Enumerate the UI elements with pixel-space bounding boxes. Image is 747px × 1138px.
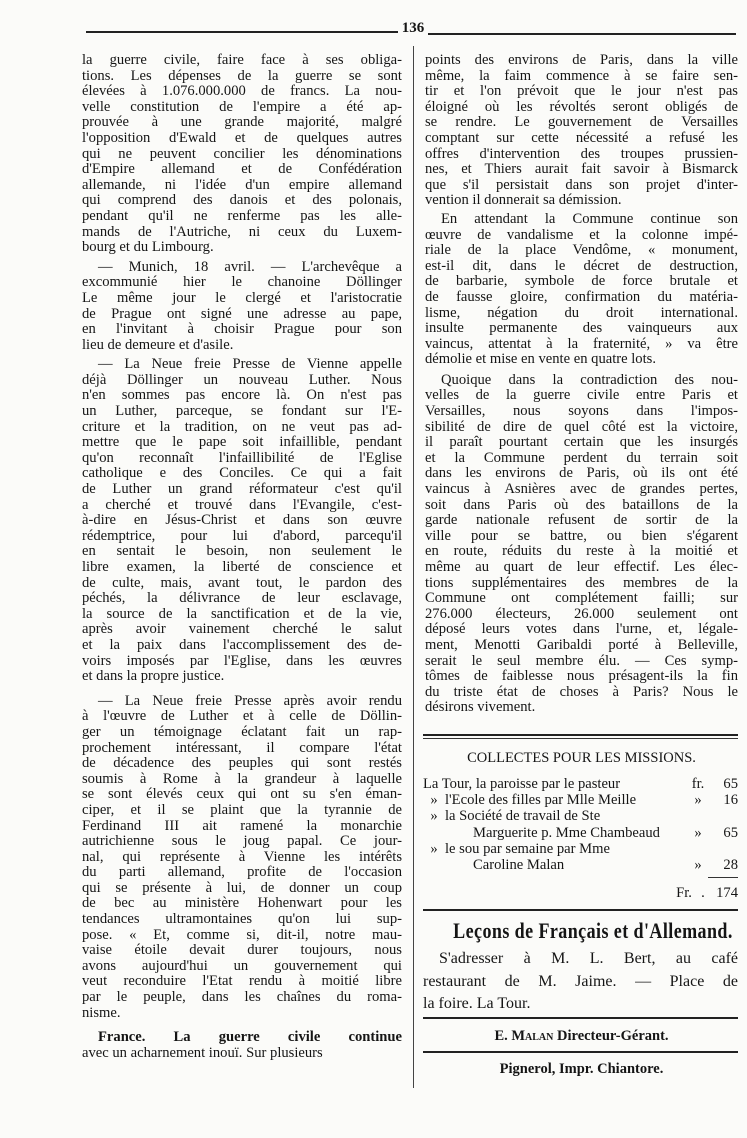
text-line: même au quart de leur effectif. Les élec- <box>425 560 738 575</box>
text-line: avec un acharnement inouï. Sur plusieurs <box>82 1045 323 1061</box>
paragraph <box>82 53 402 256</box>
text-line: riale de la place Vendôme, « monument, <box>425 243 738 259</box>
total-sep: . <box>701 885 705 901</box>
right-column <box>425 53 738 716</box>
paragraph <box>82 1030 402 1061</box>
collecte-unit <box>686 841 710 857</box>
left-column <box>82 53 402 1061</box>
text-line: œuvre de vandalisme et la colonne impé- <box>425 227 738 243</box>
paragraph <box>425 212 738 368</box>
text-line: velles de la guerre civile entre Paris et <box>425 388 738 404</box>
total-amount: 174 <box>716 885 738 901</box>
collecte-label: Marguerite p. Mme Chambeaud <box>473 824 660 841</box>
text-line: du triste état de choses à Paris? Nous le <box>425 684 738 700</box>
text-line: offres d'intervention des troupes prussien- <box>425 146 738 162</box>
text-line: après avoir vainement cherché le salut <box>82 622 402 638</box>
page-number: 136 <box>401 20 425 36</box>
collecte-label: l'Ecole des filles par Mlle Meille <box>445 792 637 809</box>
text-line: ville pour se battre, ou bien s'égarent <box>425 528 738 544</box>
text-line: 276.000 électeurs, 26.000 seulement ont <box>425 606 738 622</box>
text-line: désirons vivement. <box>425 700 536 716</box>
text-line: se sont élevés ceux qui ont su s'en éman- <box>82 787 402 803</box>
text-line: même, la faim commence à se faire sen- <box>425 68 738 84</box>
text-line: avons aujourd'hui un gouvernement qui <box>82 958 402 974</box>
text-line: prouvée à une grande majorité, malgré <box>82 115 402 131</box>
advert-line: S'adresser à M. L. Bert, au café <box>439 950 738 967</box>
collecte-row <box>423 776 738 792</box>
text-line: de décadence des peuples qui sont restés <box>82 756 402 772</box>
text-line: vention il donnerait sa démission. <box>425 193 622 209</box>
paragraph <box>425 53 738 209</box>
text-line: tir et l'on prévoit que le jour n'est pas <box>425 84 738 100</box>
text-line: nisme. <box>82 1005 121 1021</box>
text-line: France. La guerre civile continue <box>98 1030 402 1046</box>
text-line: nal, qui représente à Vienne les intérêts <box>82 849 402 865</box>
collecte-unit: » <box>694 857 702 874</box>
text-line: En attendant la Commune continue son <box>441 211 738 227</box>
editor-name: E. Malan <box>494 1028 554 1044</box>
text-line: la guerre civile, faire face à ses obliga- <box>82 53 402 68</box>
collectes-list <box>423 776 738 873</box>
collecte-amount: 16 <box>723 792 738 809</box>
collecte-amount: 28 <box>723 857 738 874</box>
printer-line: Pignerol, Impr. Chiantore. <box>499 1061 664 1077</box>
collecte-label: le sou par semaine par Mme <box>445 840 610 857</box>
text-line: ment, Menotti Garibaldi porté à Belleville, <box>425 637 738 653</box>
text-line: — La Neue freie Presse de Vienne appelle <box>98 357 402 373</box>
text-line: pose. « Et, comme si, dit-il, notre mau- <box>82 927 402 943</box>
advert-body <box>423 948 738 1016</box>
text-line: péchés, la délivrance de leur esclavage, <box>82 591 402 607</box>
text-line: dans les environs de Paris, où ils ont été <box>425 466 738 482</box>
paragraph <box>82 357 402 684</box>
text-line: qui se présente à lui, de donner un coup <box>82 880 402 896</box>
text-line: l'opposition d'Ewald et de quelques autres <box>82 130 402 146</box>
text-line: Commune ont complétement failli; sur <box>425 591 738 607</box>
text-line: ger un témoignage éclatant fait un rap- <box>82 724 402 740</box>
text-line: insulte permanente des vainqueurs aux <box>425 321 738 337</box>
header-rule-left <box>86 31 398 33</box>
text-line: vaincus à Asnières avec de grandes pertes, <box>425 482 738 498</box>
text-line: garde nationale refusent de sortir de la <box>425 513 738 529</box>
text-line: Versailles, nous soyons dans l'impos- <box>425 404 738 420</box>
section-rule <box>423 734 738 736</box>
collectes-total <box>423 885 738 901</box>
text-line: qu'on reconnaît l'infaillibilité de l'Eglise <box>82 450 402 466</box>
text-line: la source de la sanctification et de la vie, <box>82 606 402 622</box>
paragraph <box>82 694 402 1021</box>
collecte-label: La Tour, la paroisse par le pasteur <box>423 776 621 792</box>
collecte-amount <box>710 808 738 824</box>
text-line: — Munich, 18 avril. — L'archevêque a <box>98 259 402 275</box>
text-line: de bec au ministère Hohenwart pour les <box>82 896 402 912</box>
text-line: vaincus, attentat à la fraternité, » va être <box>425 336 738 352</box>
collecte-quote <box>423 857 445 873</box>
editor-role: Directeur-Gérant. <box>557 1028 669 1044</box>
text-line: Le même jour le clergé et l'aristocratie <box>82 290 402 306</box>
collecte-row <box>423 825 738 841</box>
section-rule <box>423 909 738 911</box>
text-line: bourg et du Limbourg. <box>82 240 214 256</box>
section-rule <box>423 1051 738 1053</box>
text-line: soit dans Paris où des bataillons de la <box>425 497 738 513</box>
text-line: un Luther, parceque, se fondant sur l'E- <box>82 404 402 420</box>
paragraph <box>425 373 738 716</box>
text-line: de fausse gloire, confirmation du matéria- <box>425 289 738 305</box>
text-line: tômes de faiblesse nous présagent-ils la fin <box>425 669 738 685</box>
collecte-quote: » <box>430 792 438 809</box>
text-line: qui comprend des danois et des polonais, <box>82 193 402 209</box>
text-line: soumis à Rome à la grandeur à laquelle <box>82 771 402 787</box>
text-line: en sentait le besoin, non seulement le <box>82 544 402 560</box>
advert-line: restaurant de M. Jaime. — Place de <box>423 972 738 990</box>
text-line: prochement intéressant, il compare l'état <box>82 740 402 756</box>
text-line: à l'œuvre de Luther et à celle de Döllin- <box>82 709 402 725</box>
text-line: déposé leurs votes dans l'urne, et, légale- <box>425 622 738 638</box>
text-line: rédemptrice, pour lui d'abord, parcequ'il <box>82 528 402 544</box>
section-rule-thin <box>423 738 738 739</box>
advert-line: la foire. La Tour. <box>423 995 531 1012</box>
text-line: mettre que le pape soit infaillible, pendant <box>82 435 402 451</box>
collecte-amount: 65 <box>723 776 738 792</box>
text-line: que s'il persistait dans son projet d'inter- <box>425 177 738 193</box>
collecte-amount: 65 <box>723 824 738 841</box>
text-line: serait le seul membre élu. — Ces symp- <box>425 653 738 669</box>
text-line: tions supplémentaires des membres de la <box>425 575 738 591</box>
text-line: catholique e des Conciles. Ce qui a fait <box>82 466 402 482</box>
collecte-unit <box>686 808 710 824</box>
text-line: de Prague ont signé une adresse au pape, <box>82 306 402 322</box>
text-line: en route, réduits du reste à la moitié et <box>425 544 738 560</box>
collecte-label: la Société de travail de Ste <box>445 808 601 825</box>
text-line: sibilité de dire de quel côté est la victoire, <box>425 419 738 435</box>
text-line: libre examen, la liberté de conscience et <box>82 560 402 575</box>
collectes-title: COLLECTES POUR LES MISSIONS. <box>467 750 696 766</box>
text-line: tions. Les dépenses de la guerre se sont <box>82 68 402 84</box>
text-line: démolie et mise en vente en quatre lots. <box>425 352 656 368</box>
collecte-amount <box>710 841 738 857</box>
text-line: criture et la tradition, on ne veut pas ad- <box>82 419 402 435</box>
collecte-row <box>423 808 738 824</box>
text-line: comptant sur cette nécessité a refusé les <box>425 130 738 146</box>
advert-title: Leçons de Français et d'Allemand. <box>453 918 733 943</box>
text-line: ciper, et il se plaint que la tyrannie de <box>82 802 402 818</box>
text-line: pendant qu'il ne renferme pas les alle- <box>82 208 402 224</box>
text-line: se rendre. Le gouvernement de Versailles <box>425 115 738 131</box>
text-line: points des environs de Paris, dans la ville <box>425 53 738 68</box>
collecte-row <box>423 792 738 808</box>
text-line: par le peuple, dans les chaînes du roma- <box>82 990 402 1006</box>
text-line: à-dire en Jésus-Christ et dans son œuvre <box>82 513 402 529</box>
text-line: — La Neue freie Presse après avoir rendu <box>98 693 402 709</box>
text-line: lieu de demeure et d'asile. <box>82 337 234 353</box>
text-line: d'Empire allemand et de Confédération <box>82 162 402 178</box>
collecte-label: Caroline Malan <box>473 857 565 874</box>
text-line: et la paix dans l'accomplissement des de- <box>82 637 402 653</box>
text-line: velle constitution de l'empire a été ap- <box>82 99 402 115</box>
text-line: vaise étoile devait durer toujours, nous <box>82 943 402 959</box>
collecte-row <box>423 857 738 873</box>
text-line: lisme, négation du droit international. <box>425 305 738 321</box>
text-line: a cherché et trouvé dans l'Evangile, c'est- <box>82 497 402 513</box>
collecte-row <box>423 841 738 857</box>
text-line: élevées à 1.076.000.000 de francs. La nou- <box>82 84 402 100</box>
total-rule <box>708 877 738 878</box>
editor-signature <box>425 1028 738 1045</box>
collecte-unit: » <box>694 824 702 841</box>
text-line: voirs imposés par l'Eglise, dans les œuvres <box>82 653 402 669</box>
total-label: Fr. <box>676 885 692 901</box>
header-rule-right <box>428 33 736 35</box>
text-line: veut reconduire l'Etat rendu à moitié libre <box>82 974 402 990</box>
text-line: du parti allemand, profite de l'occasion <box>82 865 402 881</box>
text-line: et dans la propre justice. <box>82 669 225 685</box>
collecte-quote: » <box>430 808 438 825</box>
section-rule <box>423 1017 738 1019</box>
text-line: de barbarie, symbole de force brutale et <box>425 274 738 290</box>
column-divider <box>413 46 414 1088</box>
text-line: n'en sommes pas encore là. On n'est pas <box>82 388 402 404</box>
text-line: déjà Döllinger un nouveau Luther. Nous <box>82 372 402 388</box>
text-line: en l'invitant à choisir Prague pour son <box>82 322 402 338</box>
text-line: de culte, mais, avant tout, le pardon des <box>82 575 402 591</box>
text-line: mands de l'Autriche, ni ceux du Luxem- <box>82 224 402 240</box>
text-line: excommunié hier le chanoine Döllinger <box>82 275 402 291</box>
text-line: Quoique dans la contradiction des nou- <box>441 372 738 388</box>
paragraph <box>82 260 402 354</box>
text-line: Ferdinand III ait ramené la monarchie <box>82 818 402 834</box>
collecte-unit: » <box>694 792 702 809</box>
text-line: et la Commune perdent du terrain soit <box>425 450 738 466</box>
collecte-unit: fr. <box>691 776 705 792</box>
text-line: est-il dit, dans le décret de destruction, <box>425 258 738 274</box>
text-line: allemande, ni l'idée d'un empire allemand <box>82 177 402 193</box>
text-line: il paraît pourtant certain que les insurgés <box>425 435 738 451</box>
text-line: autrichienne sous le joug papal. Ce jour- <box>82 834 402 850</box>
collecte-quote <box>423 825 445 841</box>
collecte-quote: » <box>430 840 438 857</box>
text-line: éloigné où les révoltés seront obligés de <box>425 99 738 115</box>
text-line: nes, et Thiers aurait fait savoir à Bismarck <box>425 162 738 178</box>
text-line: de Luther un grand réformateur c'est qu'il <box>82 482 402 498</box>
text-line: qui ne peuvent concilier les dénominations <box>82 146 402 162</box>
text-line: tendances ultramontaines qu'on lui sup- <box>82 912 402 928</box>
